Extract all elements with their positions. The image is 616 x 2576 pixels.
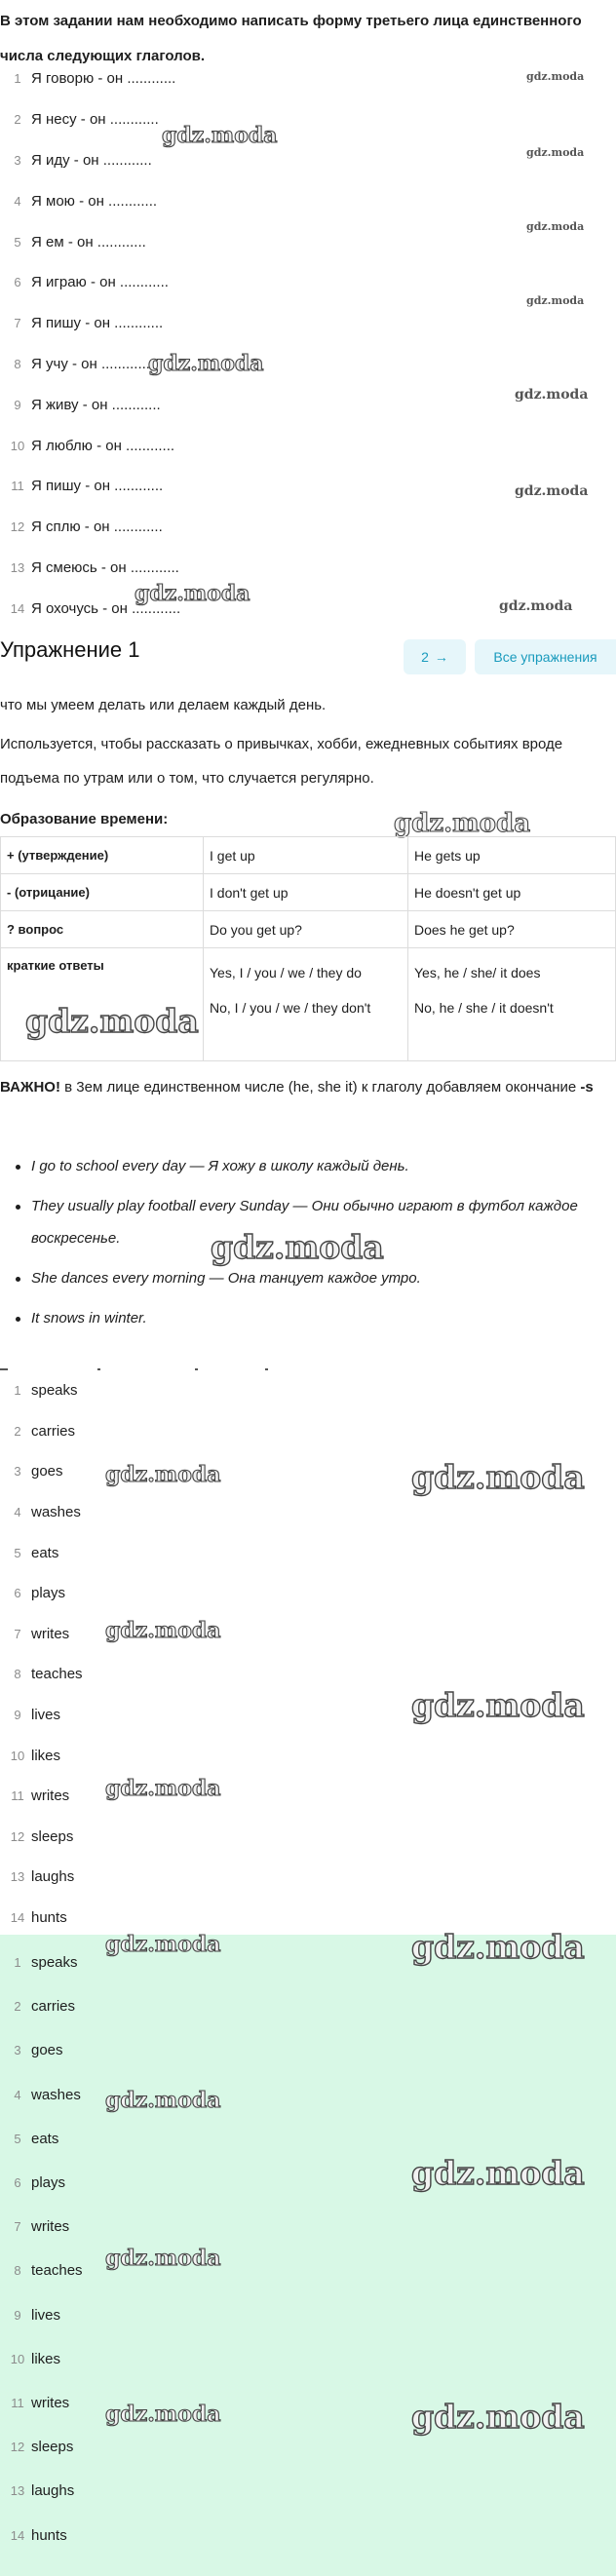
item-number: 14	[10, 600, 25, 616]
next-exercise-number: 2	[421, 649, 429, 665]
watermark: gdz.moda	[135, 581, 250, 606]
item-number: 7	[14, 1626, 21, 1641]
item-text: writes	[31, 1788, 70, 1805]
item-text: goes	[31, 2042, 63, 2059]
item-text: carries	[31, 1422, 76, 1440]
answers-list	[0, 1370, 616, 1938]
list-item	[0, 507, 616, 548]
item-text: Я играю - он ............	[31, 274, 169, 291]
item-text: Я сплю - он ............	[31, 519, 163, 536]
item-number: 5	[14, 1545, 21, 1560]
item-number: 14	[10, 1910, 25, 1926]
list-item	[0, 1984, 616, 2028]
example-item: It snows in winter.	[31, 1302, 597, 1334]
theory-line: что мы умеем делать или делаем каждый день.	[0, 697, 327, 713]
short-answer-no: No, he / she / it doesn't	[414, 1000, 554, 1016]
item-number: 4	[14, 193, 21, 209]
item-number: 10	[10, 2351, 25, 2366]
watermark: gdz.moda	[411, 2154, 585, 2192]
item-number: 13	[10, 1869, 25, 1885]
item-text: Я живу - он ............	[31, 396, 161, 413]
watermark: gdz.moda	[526, 294, 585, 307]
list-item	[0, 425, 616, 466]
note-text: в 3ем лице единственном числе (he, she it) к глаголу добавляем окончание	[59, 1079, 581, 1096]
item-text: teaches	[31, 2262, 83, 2280]
item-text: hunts	[31, 2526, 67, 2544]
item-text: hunts	[31, 1909, 67, 1927]
item-number: 8	[14, 356, 21, 371]
item-text: laughs	[31, 2482, 75, 2500]
list-item	[0, 2073, 616, 2117]
watermark: gdz.moda	[162, 123, 278, 148]
item-text: laughs	[31, 1868, 75, 1886]
item-text: eats	[31, 2130, 59, 2147]
watermark: gdz.moda	[526, 70, 585, 83]
item-text: Я иду - он ............	[31, 151, 152, 169]
example-item: They usually play football every Sunday — Они обычно играют в футбол каждое воскресенье.	[31, 1190, 597, 1254]
watermark: gdz.moda	[25, 1002, 199, 1040]
item-text: Я ем - он ............	[31, 233, 146, 250]
all-exercises-button[interactable]: Все упражнения	[475, 639, 616, 674]
list-item	[0, 1411, 616, 1452]
table-cell: + (утверждение)	[1, 837, 204, 874]
list-item	[0, 99, 616, 140]
watermark: gdz.moda	[105, 2088, 221, 2113]
list-item	[0, 2205, 616, 2249]
list-item	[0, 2028, 616, 2072]
item-number: 8	[14, 2263, 21, 2279]
item-text: Я смеюсь - он ............	[31, 558, 179, 576]
item-text: eats	[31, 1544, 59, 1561]
table-cell	[204, 948, 408, 1061]
list-item	[0, 1614, 616, 1655]
example-item: I go to school every day — Я хожу в школу каждый день.	[31, 1150, 597, 1182]
item-text: teaches	[31, 1666, 83, 1683]
item-number: 11	[11, 2395, 24, 2410]
watermark: gdz.moda	[499, 598, 573, 614]
item-number: 12	[10, 1828, 25, 1844]
item-text: speaks	[31, 1382, 78, 1400]
watermark: gdz.moda	[411, 1686, 585, 1724]
answers-list	[0, 1941, 616, 2557]
list-item	[0, 262, 616, 303]
list-item	[0, 140, 616, 181]
item-number: 13	[10, 2483, 25, 2499]
list-item	[0, 303, 616, 344]
item-number: 3	[14, 2043, 21, 2058]
item-number: 2	[14, 1423, 21, 1439]
list-item	[0, 2337, 616, 2381]
list-item	[0, 1370, 616, 1411]
verbs-ru-list	[0, 58, 616, 629]
item-number: 5	[14, 234, 21, 250]
list-item	[0, 1532, 616, 1573]
watermark: gdz.moda	[394, 809, 531, 838]
table-cell: - (отрицание)	[1, 874, 204, 911]
table-cell: краткие ответы	[1, 948, 204, 1061]
item-text: Я несу - он ............	[31, 111, 159, 129]
table-cell: He doesn't get up	[408, 874, 616, 911]
item-text: carries	[31, 1998, 76, 2016]
table-cell: I get up	[204, 837, 408, 874]
watermark: gdz.moda	[211, 1228, 384, 1266]
item-text: Я пишу - он ............	[31, 315, 164, 332]
item-number: 1	[14, 1955, 21, 1971]
list-item	[0, 2513, 616, 2557]
list-item	[0, 58, 616, 99]
formation-heading: Образование времени:	[0, 811, 169, 827]
item-number: 9	[14, 2307, 21, 2323]
table-cell: Does he get up?	[408, 911, 616, 948]
item-text: Я учу - он ............	[31, 355, 150, 372]
table-cell	[408, 948, 616, 1061]
watermark: gdz.moda	[411, 1928, 585, 1966]
table-cell: I don't get up	[204, 874, 408, 911]
table-cell: He gets up	[408, 837, 616, 874]
list-item	[0, 2469, 616, 2513]
list-item	[0, 1573, 616, 1614]
list-item	[0, 548, 616, 589]
item-number: 11	[11, 479, 24, 494]
short-answer-yes: Yes, I / you / we / they do	[210, 965, 362, 980]
list-item	[0, 344, 616, 385]
item-text: Я люблю - он ............	[31, 437, 175, 454]
item-text: lives	[31, 1707, 61, 1724]
exercise-header	[0, 632, 616, 674]
item-number: 6	[14, 275, 21, 290]
item-text: likes	[31, 2350, 61, 2367]
short-answer-yes: Yes, he / she/ it does	[414, 965, 541, 980]
item-number: 4	[14, 1505, 21, 1520]
item-number: 10	[10, 1748, 25, 1763]
item-number: 1	[14, 71, 21, 87]
item-number: 7	[14, 2219, 21, 2235]
watermark: gdz.moda	[411, 1458, 585, 1496]
item-text: Я мою - он ............	[31, 192, 158, 210]
arrow-right-icon: →	[434, 649, 448, 665]
list-item	[0, 2293, 616, 2337]
item-number: 11	[11, 1788, 24, 1804]
item-text: Я пишу - он ............	[31, 478, 164, 495]
table-row	[1, 911, 616, 948]
list-item	[0, 2249, 616, 2292]
watermark: gdz.moda	[105, 2402, 221, 2427]
answer-box	[0, 1935, 616, 2576]
item-number: 6	[14, 2175, 21, 2191]
item-text: washes	[31, 1504, 81, 1521]
watermark: gdz.moda	[515, 483, 589, 499]
theory-paragraph: Используется, чтобы рассказать о привычках, хобби, ежедневных событиях вроде подъема по утрам или о том, что случается регулярно.	[0, 736, 563, 787]
item-text: Я говорю - он ............	[31, 70, 176, 88]
table-cell: ? вопрос	[1, 911, 204, 948]
next-exercise-button[interactable]	[404, 639, 466, 674]
list-item	[0, 1492, 616, 1533]
watermark: gdz.moda	[105, 2246, 221, 2271]
item-text: writes	[31, 1625, 70, 1642]
example-item: She dances every morning — Она танцует каждое утро.	[31, 1262, 597, 1294]
list-item	[0, 180, 616, 221]
list-item	[0, 1776, 616, 1817]
item-number: 2	[14, 112, 21, 128]
item-text: plays	[31, 2174, 66, 2192]
watermark: gdz.moda	[105, 1618, 221, 1643]
task-intro: В этом задании нам необходимо написать форму третьего лица единственного числа следующих глаголов.	[0, 13, 582, 64]
item-number: 5	[14, 2131, 21, 2146]
item-text: sleeps	[31, 1827, 74, 1845]
short-answer-no: No, I / you / we / they don't	[210, 1000, 371, 1016]
list-item	[0, 221, 616, 262]
item-number: 8	[14, 1667, 21, 1682]
note-suffix: -s	[580, 1079, 594, 1096]
exercise-title: Упражнение 1	[0, 637, 140, 662]
watermark: gdz.moda	[526, 146, 585, 159]
watermark: gdz.moda	[148, 351, 264, 376]
note-label: ВАЖНО!	[0, 1079, 60, 1096]
item-number: 2	[14, 1999, 21, 2015]
item-number: 12	[10, 519, 25, 535]
item-text: plays	[31, 1585, 66, 1602]
item-text: likes	[31, 1747, 61, 1764]
important-note	[0, 1070, 604, 1104]
item-number: 3	[14, 152, 21, 168]
list-item	[0, 1735, 616, 1776]
list-item	[0, 1817, 616, 1858]
item-number: 7	[14, 316, 21, 331]
watermark: gdz.moda	[105, 1462, 221, 1487]
item-number: 9	[14, 1708, 21, 1723]
item-text: speaks	[31, 1954, 78, 1972]
item-number: 4	[14, 2087, 21, 2102]
item-number: 3	[14, 1464, 21, 1480]
item-text: goes	[31, 1463, 63, 1480]
watermark: gdz.moda	[105, 1776, 221, 1801]
item-text: sleeps	[31, 2439, 74, 2456]
item-number: 13	[10, 559, 25, 575]
item-text: writes	[31, 2218, 70, 2236]
item-text: Я охочусь - он ............	[31, 599, 181, 617]
item-number: 1	[14, 1383, 21, 1399]
item-text: lives	[31, 2306, 61, 2324]
table-cell: Do you get up?	[204, 911, 408, 948]
item-number: 14	[10, 2527, 25, 2543]
table-row	[1, 837, 616, 874]
item-number: 12	[10, 2440, 25, 2455]
watermark: gdz.moda	[411, 2398, 585, 2436]
table-row	[1, 874, 616, 911]
watermark: gdz.moda	[526, 220, 585, 233]
watermark: gdz.moda	[105, 1932, 221, 1957]
item-number: 10	[10, 438, 25, 453]
item-text: washes	[31, 2086, 81, 2103]
item-text: writes	[31, 2394, 70, 2411]
list-item	[0, 1857, 616, 1898]
item-number: 9	[14, 397, 21, 412]
item-number: 6	[14, 1586, 21, 1601]
watermark: gdz.moda	[515, 387, 589, 403]
